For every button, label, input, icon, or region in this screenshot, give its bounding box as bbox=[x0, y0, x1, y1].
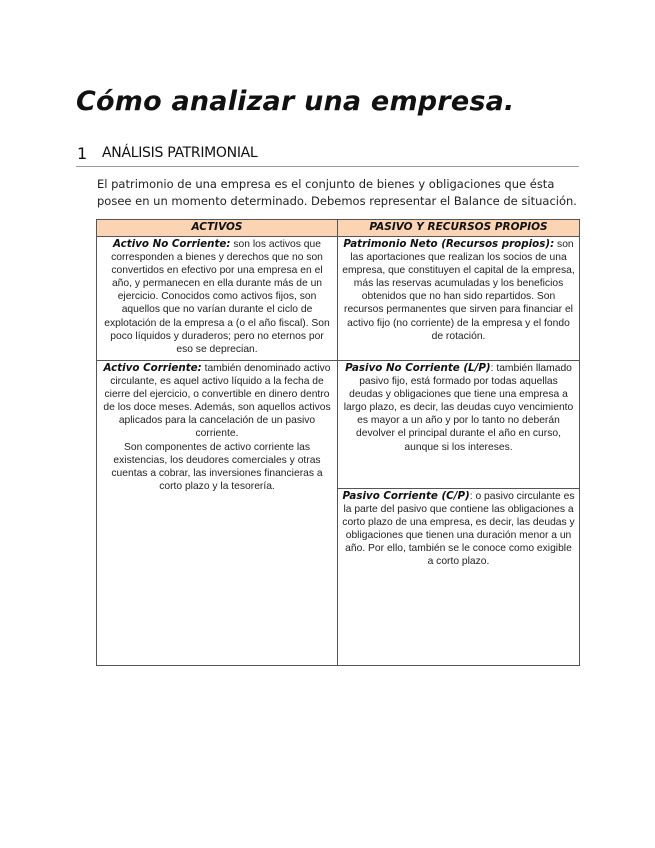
section-heading bbox=[76, 144, 579, 167]
cell-pasivo-corriente bbox=[338, 489, 580, 666]
header-activos: ACTIVOS bbox=[97, 220, 338, 237]
desc-activo-no-corriente: son los activos que corresponden a bienes y derechos que no son convertidos en efectivo por una empresa en el año, y permanecen en ella durante más de un ejercicio. Conocidos como activos fijos, son aquellos que no varían durante el ciclo de explotación de la empresa a (o el año fiscal). Son poco líquidos y duraderos; pero no eternos por eso se deprecian. bbox=[104, 239, 330, 355]
term-pasivo-no-corriente: Pasivo No Corriente (L/P) bbox=[345, 362, 491, 374]
term-patrimonio-neto: Patrimonio Neto (Recursos propios): bbox=[343, 238, 555, 250]
cell-patrimonio-neto bbox=[338, 237, 580, 361]
cell-activo-corriente bbox=[97, 361, 338, 666]
desc-activo-corriente-components: Son componentes de activo corriente las existencias, los deudores comerciales y otras cuentas a cobrar, las inversiones financieras a corto plazo y la tesorería. bbox=[111, 441, 323, 492]
cell-activo-no-corriente bbox=[97, 237, 338, 361]
intro-paragraph: El patrimonio de una empresa es el conjunto de bienes y obligaciones que ésta posee en un momento determinado. Debemos representar el Balance de situación. bbox=[97, 177, 577, 208]
table-row bbox=[97, 237, 580, 361]
cell-pasivo-no-corriente bbox=[338, 361, 580, 489]
term-activo-no-corriente: Activo No Corriente: bbox=[113, 238, 231, 250]
balance-sheet-table bbox=[96, 219, 580, 666]
section-title: ANÁLISIS PATRIMONIAL bbox=[102, 145, 258, 161]
desc-pasivo-corriente: : o pasivo circulante es la parte del pasivo que contiene las obligaciones a corto plazo de una empresa, es decir, las deudas y obligaciones que tienen una duración menor a un año. Por ello, también se le conoce como exigible a corto plazo. bbox=[342, 491, 575, 568]
page-title: Cómo analizar una empresa. bbox=[76, 86, 515, 117]
table-header-row bbox=[97, 220, 580, 237]
header-pasivo: PASIVO Y RECURSOS PROPIOS bbox=[338, 220, 580, 237]
desc-activo-corriente: también denominado activo circulante, es aquel activo líquido a la fecha de cierre del ejercicio, o convertible en dinero dentro de los doce meses. Además, son aquellos activos aplicados para la cancelación de un pasivo corriente. bbox=[103, 363, 331, 440]
desc-pasivo-no-corriente: : también llamado pasivo fijo, está formado por todas aquellas deudas y obligaciones que tiene una empresa a largo plazo, es decir, las deudas cuyo vencimiento es mayor a un año y por lo tanto no deberán devolver el principal durante el año en curso, aunque si los intereses. bbox=[343, 363, 574, 453]
table-row bbox=[97, 361, 580, 489]
term-pasivo-corriente: Pasivo Corriente (C/P) bbox=[342, 490, 470, 502]
term-activo-corriente: Activo Corriente: bbox=[103, 362, 202, 374]
desc-patrimonio-neto: son las aportaciones que realizan los socios de una empresa, que constituyen el capital de la empresa, más las reservas acumuladas y los beneficios obtenidos que no han sido repartidos. Son recursos permanentes que sirven para financiar el activo fijo (no corriente) de la empresa y el fondo de rotación. bbox=[342, 239, 575, 342]
section-number: 1 bbox=[77, 144, 88, 163]
